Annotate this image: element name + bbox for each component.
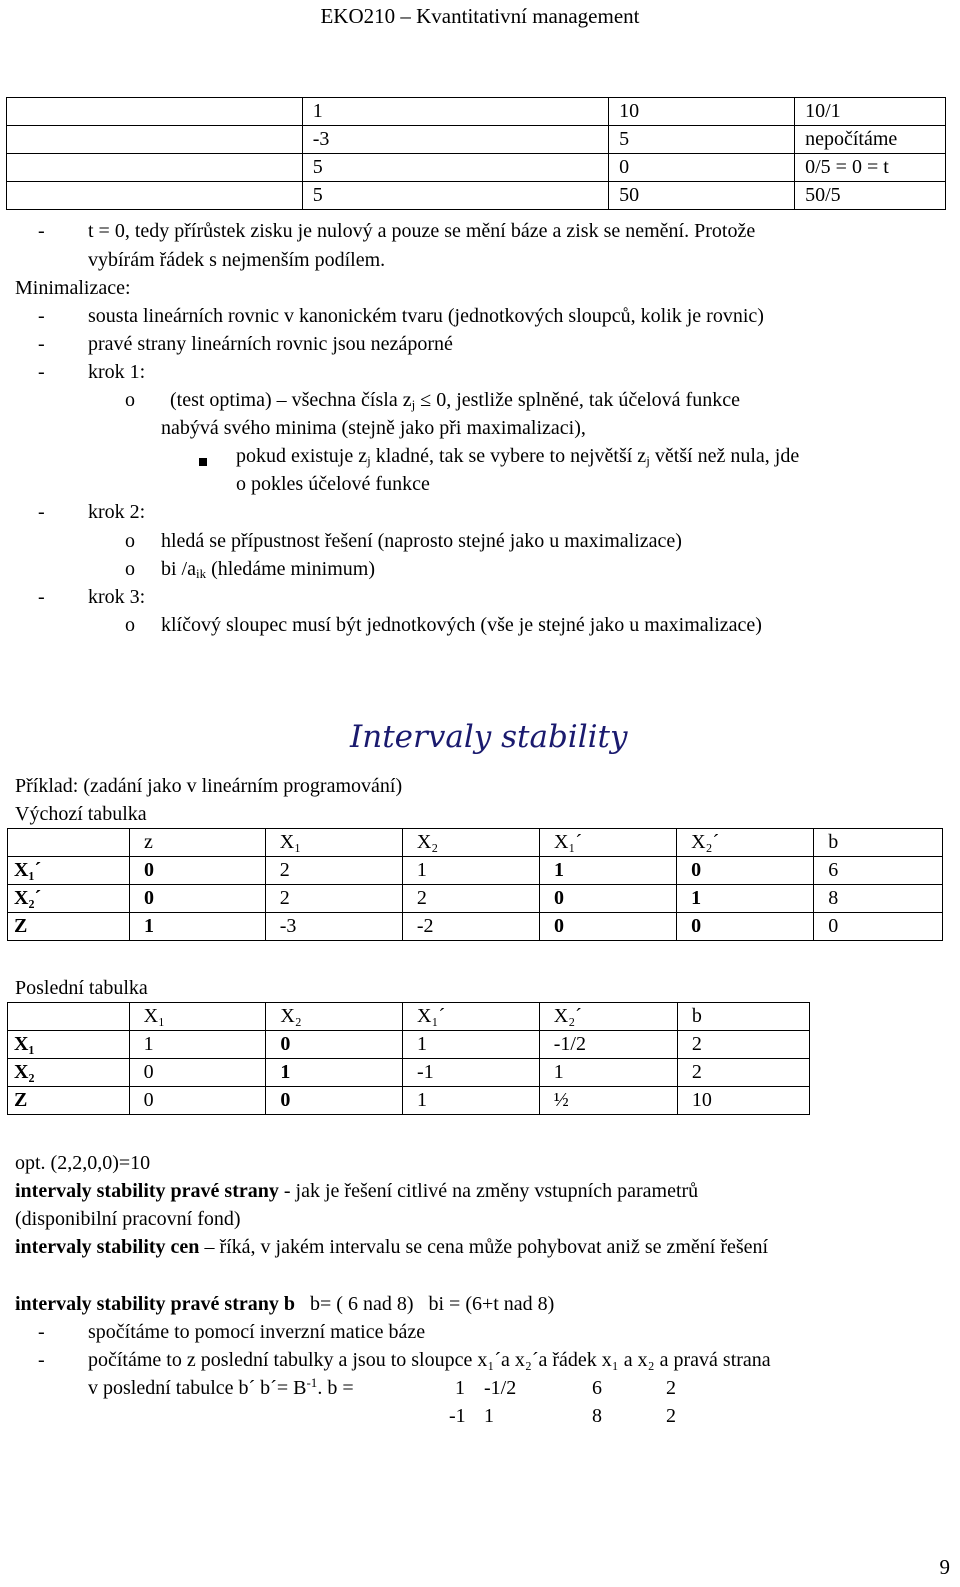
table-cell: 1 <box>302 98 608 126</box>
table-cell: 5 <box>302 182 608 210</box>
column-header: X₁´ <box>403 1003 540 1031</box>
text-line: pokud existuje $z_j$ kladné, tak se vybere to největší $z_j$ větší než nula, jde <box>236 445 800 468</box>
row-header: X₁´ <box>8 857 130 885</box>
row-header: Z <box>8 913 130 941</box>
column-header: X₂´ <box>677 829 814 857</box>
column-header: X₂ <box>402 829 539 857</box>
text-line: v poslední tabulce b´ b´= $B^{-1}$. b = <box>88 1375 354 1399</box>
column-header: X₂´ <box>539 1003 677 1031</box>
table-cell: 0 <box>814 913 943 941</box>
text-line: vybírám řádek s nejmenším podílem. <box>88 249 386 271</box>
dash: - <box>38 333 45 355</box>
table-cell: 1 <box>539 857 676 885</box>
table-cell: 0 <box>677 857 814 885</box>
dash: - <box>38 305 45 327</box>
bullet-o: o <box>125 530 135 552</box>
bullet-o: o <box>125 558 135 580</box>
dash: - <box>38 361 45 383</box>
empty-cell <box>7 182 303 210</box>
table-row <box>8 913 943 941</box>
text-line: hledá se přípustnost řešení (naprosto stejné jako u maximalizace) <box>161 530 682 552</box>
dash: - <box>38 220 45 242</box>
column-header: X₁ <box>129 1003 266 1031</box>
table-row <box>8 885 943 913</box>
text-line: intervaly stability pravé strany b b= ( 6 nad 8) bi = (6+t nad 8) <box>15 1293 555 1315</box>
text-line: krok 2: <box>88 501 146 523</box>
initial-table <box>7 828 943 941</box>
section-heading: Minimalizace: <box>15 277 131 299</box>
table-row <box>8 857 943 885</box>
matrix-cell: 6 <box>592 1377 602 1399</box>
table-cell: 0 <box>266 1031 403 1059</box>
table-cell: nepočítáme <box>795 126 946 154</box>
text-line: krok 1: <box>88 361 146 383</box>
text-line: o pokles účelové funkce <box>236 473 430 495</box>
table-cell: 0 <box>129 1087 266 1115</box>
table-row <box>7 98 946 126</box>
text-line: krok 3: <box>88 586 146 608</box>
row-header: Z <box>8 1087 130 1115</box>
table-cell: 5 <box>302 154 608 182</box>
bullet-o: o <box>125 614 135 636</box>
row-header: X₂ <box>8 1059 130 1087</box>
table-cell: 50/5 <box>795 182 946 210</box>
empty-cell <box>7 98 303 126</box>
final-table <box>7 1002 810 1115</box>
table-cell: 1 <box>129 1031 266 1059</box>
table-cell: -1 <box>403 1059 540 1087</box>
matrix-cell: -1 <box>449 1405 466 1427</box>
matrix-cell: 1 <box>455 1377 465 1399</box>
text-line: sousta lineárních rovnic v kanonickém tvaru (jednotkových sloupců, kolik je rovnic) <box>88 305 764 327</box>
example-label: Příklad: (zadání jako v lineárním programování) <box>15 775 403 797</box>
table-row <box>8 1031 810 1059</box>
table-row <box>7 182 946 210</box>
matrix-cell: -1/2 <box>484 1377 517 1399</box>
section-title: Intervaly stability <box>350 719 628 755</box>
matrix-cell: 1 <box>484 1405 494 1427</box>
dash: - <box>38 1349 45 1371</box>
text-line: počítáme to z poslední tabulky a jsou to sloupce x₁´a x₂´a řádek x₁ a x₂ a pravá strana <box>88 1349 771 1371</box>
table-cell: 6 <box>814 857 943 885</box>
table-cell: 0 <box>129 857 265 885</box>
table-cell: -3 <box>302 126 608 154</box>
header-row <box>8 1003 810 1031</box>
text-line: spočítáme to pomocí inverzní matice báze <box>88 1321 426 1343</box>
table-cell: 1 <box>539 1059 677 1087</box>
table-cell: 0 <box>677 913 814 941</box>
empty-cell <box>7 154 303 182</box>
table-cell: 10/1 <box>795 98 946 126</box>
table-cell: 1 <box>403 1031 540 1059</box>
table-cell: 0 <box>539 885 676 913</box>
table-cell: 5 <box>609 126 795 154</box>
table-cell: 2 <box>677 1059 809 1087</box>
page-number: 9 <box>939 1555 950 1579</box>
table-cell: -2 <box>402 913 539 941</box>
column-header: z <box>129 829 265 857</box>
table-cell: -1/2 <box>539 1031 677 1059</box>
table-cell: 1 <box>129 913 265 941</box>
text-line: bi $/a_{ik}$ (hledáme minimum) <box>161 558 375 581</box>
header-row <box>8 829 943 857</box>
table-cell: 10 <box>609 98 795 126</box>
text-line: pravé strany lineárních rovnic jsou nezáporné <box>88 333 453 355</box>
table-cell: 2 <box>677 1031 809 1059</box>
matrix-cell: 2 <box>666 1405 676 1427</box>
dash: - <box>38 501 45 523</box>
optimum-line: opt. (2,2,0,0)=10 <box>15 1152 151 1174</box>
text-line: intervaly stability cen – říká, v jakém intervalu se cena může pohybovat aniž se změní řešení <box>15 1236 769 1258</box>
dash: - <box>38 586 45 608</box>
bullet-o: o <box>125 389 135 411</box>
row-header: X₂´ <box>8 885 130 913</box>
table-cell: 0/5 = 0 = t <box>795 154 946 182</box>
table-cell: 1 <box>677 885 814 913</box>
table-cell: 2 <box>402 885 539 913</box>
table-cell: 0 <box>266 1087 403 1115</box>
text-line: intervaly stability pravé strany - jak je řešení citlivé na změny vstupních parametrů <box>15 1180 699 1202</box>
column-header: X₁ <box>265 829 402 857</box>
table-cell: 1 <box>403 1087 540 1115</box>
column-header: X₁´ <box>539 829 676 857</box>
text-line: t = 0, tedy přírůstek zisku je nulový a pouze se mění báze a zisk se nemění. Protože <box>88 220 756 242</box>
initial-table-label: Výchozí tabulka <box>15 803 147 825</box>
final-table-label: Poslední tabulka <box>15 977 148 999</box>
page-header: EKO210 – Kvantitativní management <box>320 4 640 28</box>
text-line: klíčový sloupec musí být jednotkových (vše je stejné jako u maximalizace) <box>161 614 762 636</box>
matrix-cell: 2 <box>666 1377 676 1399</box>
row-header: X₁ <box>8 1031 130 1059</box>
table-cell: ½ <box>539 1087 677 1115</box>
table-row <box>8 1087 810 1115</box>
dash: - <box>38 1321 45 1343</box>
table-cell: 0 <box>609 154 795 182</box>
table-cell: 2 <box>265 885 402 913</box>
table-cell: 2 <box>265 857 402 885</box>
table-cell: 8 <box>814 885 943 913</box>
square-bullet <box>199 450 207 470</box>
table-row <box>7 154 946 182</box>
column-header: X₂ <box>266 1003 403 1031</box>
column-header <box>8 829 130 857</box>
table-cell: 0 <box>129 1059 266 1087</box>
table-cell: 1 <box>266 1059 403 1087</box>
table-cell: 50 <box>609 182 795 210</box>
table-cell: 0 <box>539 913 676 941</box>
table-row <box>8 1059 810 1087</box>
text-line: (test optima) – všechna čísla $z_j \le 0$, jestliže splněné, tak účelová funkce <box>170 389 740 412</box>
table-cell: 1 <box>402 857 539 885</box>
ratio-table <box>6 97 946 210</box>
column-header: b <box>814 829 943 857</box>
text-line: (disponibilní pracovní fond) <box>15 1208 241 1230</box>
text-line: nabývá svého minima (stejně jako při maximalizaci), <box>161 417 586 439</box>
empty-cell <box>7 126 303 154</box>
table-cell: 0 <box>129 885 265 913</box>
matrix-cell: 8 <box>592 1405 602 1427</box>
table-cell: -3 <box>265 913 402 941</box>
column-header: b <box>677 1003 809 1031</box>
column-header <box>8 1003 130 1031</box>
table-row <box>7 126 946 154</box>
table-cell: 10 <box>677 1087 809 1115</box>
